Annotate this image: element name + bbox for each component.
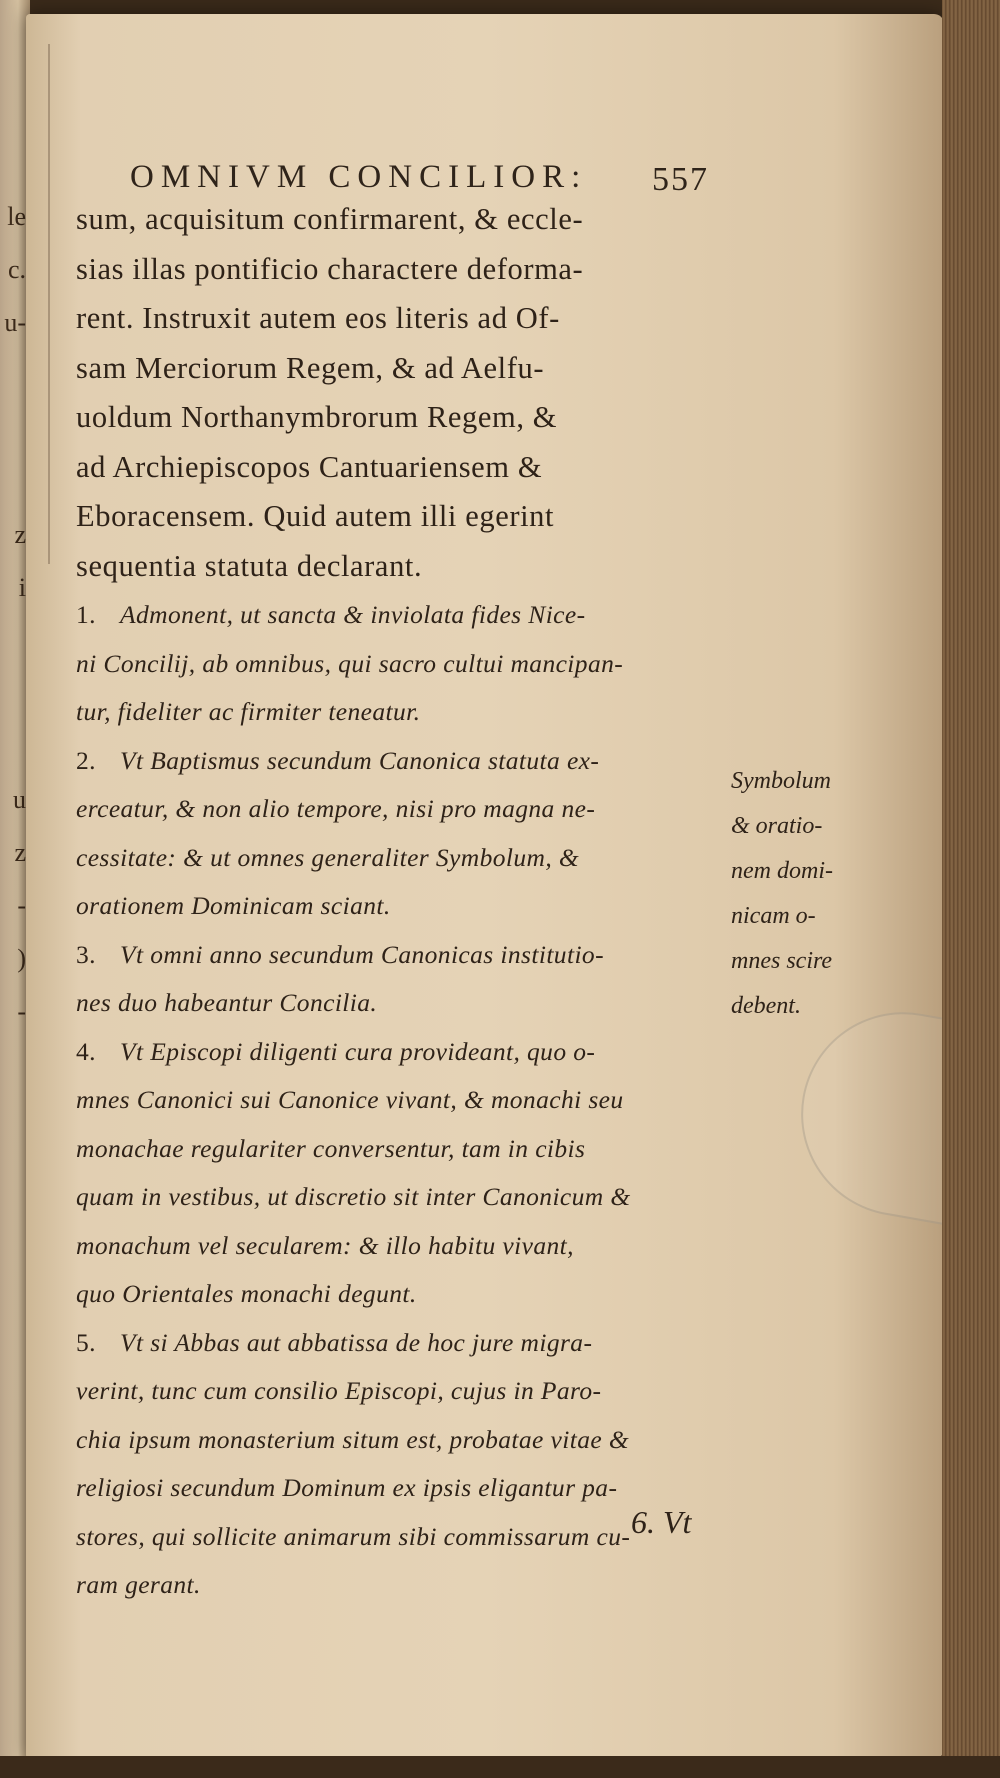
statute-number: 1. (76, 600, 96, 629)
previous-page-fragment (0, 667, 26, 720)
previous-page-fragment: le (7, 202, 26, 231)
statute-item (76, 1319, 730, 1610)
statute-line (76, 688, 730, 737)
margin-note-line: nem domi- (731, 858, 833, 884)
intro-line: ad Archiepiscopos Cantuariensem & (76, 449, 543, 484)
catchword: 6. Vt (631, 1504, 692, 1540)
statute-line (76, 1367, 730, 1416)
statute-item (76, 931, 730, 1028)
page-number: 557 (652, 161, 709, 198)
statute-line (76, 1222, 730, 1271)
statute-line (76, 1416, 730, 1465)
margin-note-line: debent. (731, 993, 801, 1019)
statute-text: monachum vel secularem: & illo habitu vivant, (76, 1230, 574, 1260)
intro-line: sum, acquisitum confirmarent, & eccle- (76, 202, 584, 236)
previous-page-fragment (0, 455, 26, 508)
statute-text: stores, qui sollicite animarum sibi commissarum cu- (76, 1521, 631, 1551)
statute-text: orationem Dominicam sciant. (76, 891, 391, 920)
main-text-block (50, 139, 730, 1610)
book-bottom-edge (0, 1756, 1000, 1778)
statute-list (50, 591, 730, 1610)
intro-line: uoldum Northanymbrorum Regem, & (76, 400, 558, 434)
statute-number: 3. (76, 939, 96, 969)
intro-line: Eboracensem. Quid autem illi egerint (76, 499, 555, 533)
statute-line (76, 882, 730, 931)
statute-text: monachae regulariter conversentur, tam in cibis (76, 1133, 586, 1163)
statute-text: tur, fideliter ac firmiter teneatur. (76, 697, 421, 726)
previous-page-fragment: u- (4, 308, 26, 337)
statute-line (76, 1076, 730, 1125)
statute-text: religiosi secundum Dominum ex ipsis eligantur pa- (76, 1473, 618, 1502)
statute-item (76, 591, 730, 737)
statute-text: mnes Canonici sui Canonice vivant, & monachi seu (76, 1085, 624, 1114)
previous-page-fragment: i (18, 573, 26, 602)
intro-line: sias illas pontificio charactere deforma- (76, 251, 584, 286)
statute-line (76, 640, 730, 689)
running-head-title: OMNIVM CONCILIOR: (130, 159, 588, 195)
statute-text: Vt Baptismus secundum Canonica statuta ex- (120, 745, 600, 775)
statute-text: Vt Episcopi diligenti cura provideant, quo o- (120, 1036, 596, 1066)
statute-text: erceatur, & non alio tempore, nisi pro magna ne- (76, 794, 596, 823)
statute-line (76, 1028, 730, 1077)
previous-page-fragment: - (17, 997, 26, 1026)
statute-line (76, 1270, 730, 1319)
statute-line (76, 1125, 730, 1174)
previous-page-fragment: u (13, 785, 26, 814)
statute-line (76, 931, 730, 980)
statute-line (76, 979, 730, 1028)
statute-line (76, 1173, 730, 1222)
statute-line (76, 1319, 730, 1368)
statute-text: ni Concilij, ab omnibus, qui sacro cultui mancipan- (76, 648, 624, 678)
previous-page-fragment: z (14, 838, 26, 867)
statute-text: cessitate: & ut omnes generaliter Symbolum, & (76, 842, 580, 872)
previous-page-fragment: - (17, 891, 26, 920)
statute-text: chia ipsum monasterium situm est, probatae vitae & (76, 1424, 630, 1454)
margin-note-line: mnes scire (731, 948, 833, 974)
previous-page-fragment: c. (7, 255, 26, 284)
previous-page-fragment: ) (17, 944, 26, 973)
margin-note-line: Symbolum (731, 768, 831, 794)
statute-line (76, 785, 730, 834)
statute-item (76, 737, 730, 931)
previous-page-fragment (0, 614, 26, 667)
statute-text: nes duo habeantur Concilia. (76, 988, 378, 1017)
margin-note-line: nicam o- (731, 903, 816, 929)
book-page (26, 14, 944, 1759)
previous-page-fragment (0, 402, 26, 455)
intro-line: sam Merciorum Regem, & ad Aelfu- (76, 350, 545, 385)
previous-page-fragment: z (14, 520, 26, 549)
statute-number: 2. (76, 745, 96, 775)
previous-page-fragments (0, 190, 26, 1038)
intro-line: sequentia statuta declarant. (76, 548, 423, 583)
previous-page-fragment (0, 349, 26, 402)
statute-line (76, 834, 730, 883)
statute-text: Vt si Abbas aut abbatissa de hoc jure migra- (120, 1327, 593, 1357)
statute-text: Admonent, ut sancta & inviolata fides Nice- (120, 600, 586, 629)
statute-text: quam in vestibus, ut discretio sit inter Canonicum & (76, 1182, 631, 1211)
statute-line (76, 591, 730, 640)
statute-text: quo Orientales monachi degunt. (76, 1279, 417, 1308)
statute-number: 5. (76, 1327, 96, 1357)
book-fore-edge (942, 0, 1000, 1778)
running-head (50, 139, 730, 198)
intro-line: rent. Instruxit autem eos literis ad Of- (76, 301, 560, 335)
previous-page-fragment (0, 720, 26, 773)
statute-text: verint, tunc cum consilio Episcopi, cujus in Paro- (76, 1376, 602, 1405)
margin-note-line: & oratio- (731, 813, 823, 839)
statute-line (76, 1561, 730, 1610)
intro-paragraph (50, 195, 730, 591)
statute-line (76, 737, 730, 786)
statute-item (76, 1028, 730, 1319)
margin-note (731, 759, 881, 1029)
statute-text: Vt omni anno secundum Canonicas institutio- (120, 939, 604, 969)
statute-text: ram gerant. (76, 1570, 201, 1599)
statute-number: 4. (76, 1036, 96, 1066)
